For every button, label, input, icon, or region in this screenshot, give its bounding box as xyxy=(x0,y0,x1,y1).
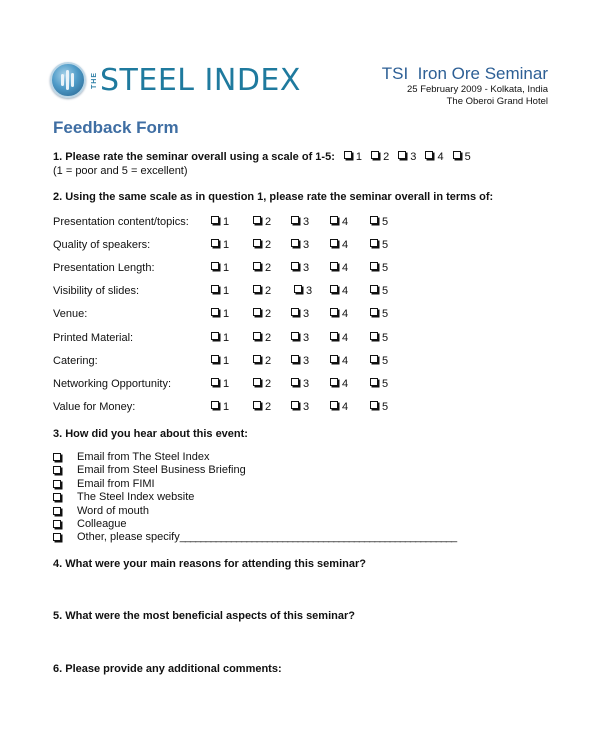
rating-option-5[interactable]: 5 xyxy=(370,401,388,413)
checkbox-icon[interactable] xyxy=(53,480,61,488)
q1-option-3[interactable]: 3 xyxy=(398,151,416,163)
checkbox-icon[interactable] xyxy=(330,355,338,363)
checkbox-icon[interactable] xyxy=(291,355,299,363)
rating-option-4[interactable]: 4 xyxy=(330,355,348,367)
event-title: TSI Iron Ore Seminar xyxy=(381,64,548,83)
source-option[interactable]: The Steel Index website xyxy=(53,491,194,503)
checkbox-icon[interactable] xyxy=(330,378,338,386)
rating-option-3[interactable]: 3 xyxy=(291,332,309,344)
rating-row-label: Networking Opportunity: xyxy=(53,377,171,390)
checkbox-icon[interactable] xyxy=(211,355,219,363)
rating-row-label: Presentation Length: xyxy=(53,262,155,275)
rating-option-1[interactable]: 1 xyxy=(211,262,229,274)
checkbox-icon[interactable] xyxy=(291,332,299,340)
checkbox-icon[interactable] xyxy=(370,332,378,340)
rating-option-5[interactable]: 5 xyxy=(370,378,388,390)
rating-option-1[interactable]: 1 xyxy=(211,378,229,390)
checkbox-icon[interactable] xyxy=(370,378,378,386)
rating-option-5[interactable]: 5 xyxy=(370,308,388,320)
rating-option-4[interactable]: 4 xyxy=(330,401,348,413)
checkbox-icon[interactable] xyxy=(253,285,261,293)
source-option[interactable]: Email from The Steel Index xyxy=(53,451,209,463)
checkbox-icon[interactable] xyxy=(53,533,61,541)
source-option[interactable]: Email from FIMI xyxy=(53,478,155,490)
checkbox-icon[interactable] xyxy=(211,308,219,316)
checkbox-icon[interactable] xyxy=(294,285,302,293)
rating-option-3[interactable]: 3 xyxy=(291,401,309,413)
rating-option-1[interactable]: 1 xyxy=(211,216,229,228)
rating-option-4[interactable]: 4 xyxy=(330,285,348,297)
question-2-label: 2. Using the same scale as in question 1, please rate the seminar overall in terms of: xyxy=(53,191,494,203)
rating-option-4[interactable]: 4 xyxy=(330,332,348,344)
checkbox-icon[interactable] xyxy=(211,216,219,224)
checkbox-icon[interactable] xyxy=(371,151,379,159)
checkbox-icon[interactable] xyxy=(253,332,261,340)
rating-option-5[interactable]: 5 xyxy=(370,355,388,367)
rating-row-label: Printed Material: xyxy=(53,331,134,344)
rating-option-3[interactable]: 3 xyxy=(291,262,309,274)
checkbox-icon[interactable] xyxy=(370,308,378,316)
rating-option-2[interactable]: 2 xyxy=(253,285,271,297)
checkbox-icon[interactable] xyxy=(425,151,433,159)
checkbox-icon[interactable] xyxy=(253,378,261,386)
question-1 xyxy=(53,151,471,163)
checkbox-icon[interactable] xyxy=(370,239,378,247)
checkbox-icon[interactable] xyxy=(211,285,219,293)
rating-option-1[interactable]: 1 xyxy=(211,401,229,413)
rating-option-1[interactable]: 1 xyxy=(211,355,229,367)
source-option[interactable]: Email from Steel Business Briefing xyxy=(53,464,246,476)
rating-option-1[interactable]: 1 xyxy=(211,332,229,344)
rating-option-5[interactable]: 5 xyxy=(370,216,388,228)
checkbox-icon[interactable] xyxy=(253,239,261,247)
rating-option-5[interactable]: 5 xyxy=(370,285,388,297)
rating-row-label: Value for Money: xyxy=(53,400,136,413)
rating-option-5[interactable]: 5 xyxy=(370,262,388,274)
event-date-location: 25 February 2009 - Kolkata, India xyxy=(406,84,548,95)
checkbox-icon[interactable] xyxy=(398,151,406,159)
checkbox-icon[interactable] xyxy=(53,507,61,515)
rating-option-2[interactable]: 2 xyxy=(253,216,271,228)
checkbox-icon[interactable] xyxy=(53,466,61,474)
checkbox-icon[interactable] xyxy=(370,216,378,224)
checkbox-icon[interactable] xyxy=(330,285,338,293)
checkbox-icon[interactable] xyxy=(370,262,378,270)
checkbox-icon[interactable] xyxy=(291,239,299,247)
checkbox-icon[interactable] xyxy=(211,401,219,409)
rating-option-2[interactable]: 2 xyxy=(253,401,271,413)
checkbox-icon[interactable] xyxy=(253,355,261,363)
checkbox-icon[interactable] xyxy=(453,151,461,159)
event-venue: The Oberoi Grand Hotel xyxy=(446,96,548,107)
question-1-label: 1. Please rate the seminar overall using a scale of 1-5: xyxy=(53,151,335,163)
checkbox-icon[interactable] xyxy=(291,401,299,409)
checkbox-icon[interactable] xyxy=(330,308,338,316)
rating-option-3[interactable]: 3 xyxy=(291,378,309,390)
checkbox-icon[interactable] xyxy=(211,332,219,340)
rating-option-1[interactable]: 1 xyxy=(211,285,229,297)
question-6-label: 6. Please provide any additional comments: xyxy=(53,663,282,675)
checkbox-icon[interactable] xyxy=(370,285,378,293)
source-option[interactable]: Other, please specify ______________________________________________________ xyxy=(53,531,456,543)
rating-option-2[interactable]: 2 xyxy=(253,262,271,274)
rating-option-2[interactable]: 2 xyxy=(253,355,271,367)
source-option[interactable]: Colleague xyxy=(53,518,127,530)
checkbox-icon[interactable] xyxy=(211,239,219,247)
rating-option-2[interactable]: 2 xyxy=(253,378,271,390)
checkbox-icon[interactable] xyxy=(291,262,299,270)
rating-option-2[interactable]: 2 xyxy=(253,308,271,320)
checkbox-icon[interactable] xyxy=(291,378,299,386)
rating-option-3[interactable]: 3 xyxy=(294,285,312,297)
checkbox-icon[interactable] xyxy=(370,355,378,363)
q1-option-1[interactable]: 1 xyxy=(344,151,362,163)
checkbox-icon[interactable] xyxy=(253,216,261,224)
checkbox-icon[interactable] xyxy=(370,401,378,409)
checkbox-icon[interactable] xyxy=(253,308,261,316)
rating-option-4[interactable]: 4 xyxy=(330,262,348,274)
rating-option-4[interactable]: 4 xyxy=(330,239,348,251)
checkbox-icon[interactable] xyxy=(53,453,61,461)
rating-option-4[interactable]: 4 xyxy=(330,378,348,390)
checkbox-icon[interactable] xyxy=(291,216,299,224)
checkbox-icon[interactable] xyxy=(291,308,299,316)
rating-option-4[interactable]: 4 xyxy=(330,216,348,228)
logo-wordmark: STEEL INDEX xyxy=(100,62,301,98)
checkbox-icon[interactable] xyxy=(344,151,352,159)
checkbox-icon[interactable] xyxy=(330,262,338,270)
question-3-label: 3. How did you hear about this event: xyxy=(53,428,248,440)
checkbox-icon[interactable] xyxy=(330,332,338,340)
rating-row-label: Quality of speakers: xyxy=(53,239,151,252)
q1-option-2[interactable]: 2 xyxy=(371,151,389,163)
checkbox-icon[interactable] xyxy=(53,520,61,528)
rating-option-3[interactable]: 3 xyxy=(291,216,309,228)
rating-option-3[interactable]: 3 xyxy=(291,308,309,320)
checkbox-icon[interactable] xyxy=(211,378,219,386)
q1-option-5[interactable]: 5 xyxy=(453,151,471,163)
question-5-label: 5. What were the most beneficial aspects of this seminar? xyxy=(53,610,355,622)
rating-option-1[interactable]: 1 xyxy=(211,239,229,251)
question-1-note: (1 = poor and 5 = excellent) xyxy=(53,165,188,177)
logo-the-text: THE xyxy=(91,71,98,89)
rating-option-3[interactable]: 3 xyxy=(291,239,309,251)
form-title: Feedback Form xyxy=(53,118,179,137)
rating-option-5[interactable]: 5 xyxy=(370,239,388,251)
rating-row-label: Visibility of slides: xyxy=(53,285,139,298)
rating-option-2[interactable]: 2 xyxy=(253,332,271,344)
steel-index-logo xyxy=(50,60,301,100)
checkbox-icon[interactable] xyxy=(330,216,338,224)
q1-option-4[interactable]: 4 xyxy=(425,151,443,163)
rating-row-label: Presentation content/topics: xyxy=(53,216,189,228)
other-specify-field[interactable]: ______________________________________________________ xyxy=(179,531,457,544)
checkbox-icon[interactable] xyxy=(330,401,338,409)
checkbox-icon[interactable] xyxy=(211,262,219,270)
question-4-label: 4. What were your main reasons for attending this seminar? xyxy=(53,558,366,570)
checkbox-icon[interactable] xyxy=(253,262,261,270)
checkbox-icon[interactable] xyxy=(253,401,261,409)
rating-option-1[interactable]: 1 xyxy=(211,308,229,320)
rating-option-3[interactable]: 3 xyxy=(291,355,309,367)
source-option[interactable]: Word of mouth xyxy=(53,505,149,517)
checkbox-icon[interactable] xyxy=(53,493,61,501)
rating-row-label: Venue: xyxy=(53,308,88,321)
rating-option-4[interactable]: 4 xyxy=(330,308,348,320)
checkbox-icon[interactable] xyxy=(330,239,338,247)
rating-option-5[interactable]: 5 xyxy=(370,332,388,344)
logo-globe-icon xyxy=(50,62,86,98)
rating-option-2[interactable]: 2 xyxy=(253,239,271,251)
rating-row-label: Catering: xyxy=(53,354,98,367)
